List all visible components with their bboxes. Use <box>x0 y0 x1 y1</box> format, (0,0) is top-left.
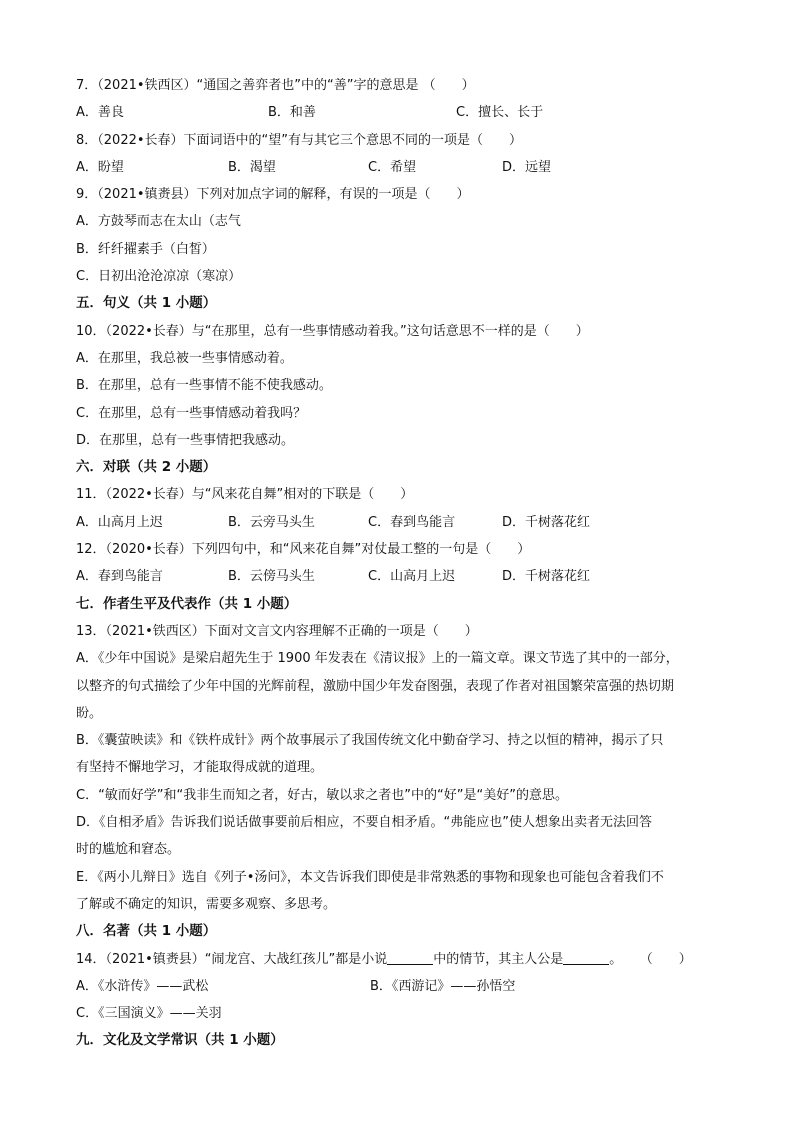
option-text-line: 以整齐的句式描绘了少年中国的光辉前程，激励中国少年发奋图强，表现了作者对祖国繁荣富强的热切期 <box>76 678 675 694</box>
stem-part: 。 <box>609 951 623 967</box>
option-b[interactable] <box>76 727 726 782</box>
option-b[interactable]: B．纤纤擢素手（白皙） <box>76 241 215 257</box>
question-9-stem: 9．（2021•镇赉县）下列对加点字词的解释，有误的一项是（ ） <box>76 187 470 203</box>
option-a[interactable]: A．山高月上迟 <box>76 514 163 530</box>
option-b[interactable]: B．《西游记》——孙悟空 <box>370 978 516 994</box>
answer-blank[interactable] <box>563 950 609 965</box>
option-b[interactable]: B．云傍马头生 <box>228 569 315 585</box>
option-c[interactable]: C．春到鸟能言 <box>368 514 456 530</box>
section-heading-5: 五．句义（共 1 小题） <box>76 295 217 312</box>
option-a[interactable]: A．在那里，我总被一些事情感动着。 <box>76 350 293 366</box>
answer-parentheses: （ ） <box>646 951 692 967</box>
option-d[interactable]: D．千树落花红 <box>502 514 591 530</box>
option-text-line: A．《少年中国说》是梁启超先生于 1900 年发表在《清议报》上的一篇文章。课文节选了其中的一部分， <box>76 651 679 667</box>
question-10-stem: 10．（2022•长春）与“在那里，总有一些事情感动着我。”这句话意思不一样的是（ ） <box>76 323 589 339</box>
question-11-options <box>76 509 726 536</box>
question-14-options <box>76 973 726 1000</box>
option-text-line: 盼。 <box>76 705 103 721</box>
option-d[interactable]: D．千树落花红 <box>502 569 591 585</box>
section-heading-6: 六．对联（共 2 小题） <box>76 459 217 476</box>
option-a[interactable]: A．方鼓琴而志在太山（志气 <box>76 214 241 230</box>
option-a[interactable] <box>76 645 726 727</box>
question-7-stem: 7．（2021•铁西区）“通国之善弈者也”中的“善”字的意思是 （ ） <box>76 78 475 93</box>
option-a[interactable]: A．盼望 <box>76 159 124 175</box>
question-12-stem: 12．（2020•长春）下列四句中，和“风来花自舞”对仗最工整的一句是（ ） <box>76 542 531 558</box>
stem-part: 中的情节，其主人公是 <box>433 951 564 967</box>
option-c[interactable]: C．擅长、长于 <box>456 105 544 121</box>
section-heading-7: 七．作者生平及代表作（共 1 小题） <box>76 595 298 612</box>
option-text-line: D．《自相矛盾》告诉我们说话做事要前后相应，不要自相矛盾。“弗能应也”使人想象出卖者无法回答 <box>76 815 652 831</box>
option-d[interactable]: D．远望 <box>502 159 552 175</box>
option-text-line: B．《囊萤映读》和《铁杵成针》两个故事展示了我国传统文化中勤奋学习、持之以恒的精神，揭示了只 <box>76 733 664 749</box>
option-text-line: E．《两小儿辩日》选自《列子•汤问》，本文告诉我们即使是非常熟悉的事物和现象也可能包含着我们不 <box>76 869 664 885</box>
option-c[interactable] <box>76 782 726 809</box>
option-c[interactable]: C．日初出沧沧凉凉（寒凉） <box>76 269 242 285</box>
question-8-stem: 8．（2022•长春）下面词语中的“望”有与其它三个意思不同的一项是（ ） <box>76 132 522 148</box>
option-text-line: C．“敏而好学”和“我非生而知之者，好古，敏以求之者也”中的“好”是“美好”的意思。 <box>76 787 568 803</box>
option-b[interactable]: B．云旁马头生 <box>228 514 315 530</box>
question-7-options <box>76 99 726 126</box>
option-d[interactable] <box>76 809 726 864</box>
option-c[interactable]: C．在那里，总有一些事情感动着我吗？ <box>76 405 307 421</box>
stem-part: 14．（2021•镇赉县）“闹龙宫、大战红孩儿”都是小说 <box>76 951 388 967</box>
option-e[interactable] <box>76 864 726 919</box>
option-text-line: 有坚持不懈地学习，才能取得成就的道理。 <box>76 760 324 776</box>
question-8-options <box>76 154 726 181</box>
question-12-options <box>76 563 726 590</box>
option-c[interactable]: C．山高月上迟 <box>368 569 456 585</box>
option-text-line: 了解或不确定的知识，需要多观察、多思考。 <box>76 896 337 912</box>
option-c[interactable]: C．希望 <box>368 159 417 175</box>
section-heading-9: 九．文化及文学常识（共 1 小题） <box>76 1032 284 1049</box>
document-page <box>76 72 726 1055</box>
answer-blank[interactable] <box>387 950 433 965</box>
option-d[interactable]: D．在那里，总有一些事情把我感动。 <box>76 432 295 448</box>
option-a[interactable]: A．春到鸟能言 <box>76 569 163 585</box>
option-b[interactable]: B．渴望 <box>228 159 276 175</box>
option-b[interactable]: B．在那里，总有一些事情不能不使我感动。 <box>76 378 332 394</box>
question-11-stem: 11．（2022•长春）与“风来花自舞”相对的下联是（ ） <box>76 487 414 503</box>
option-a[interactable]: A．善良 <box>76 105 124 121</box>
option-b[interactable]: B．和善 <box>268 105 316 121</box>
question-13-stem: 13．（2021•铁西区）下面对文言文内容理解不正确的一项是（ ） <box>76 623 478 639</box>
option-a[interactable]: A．《水浒传》——武松 <box>76 978 209 994</box>
option-text-line: 时的尴尬和窘态。 <box>76 842 181 858</box>
section-heading-8: 八．名著（共 1 小题） <box>76 923 217 940</box>
option-c[interactable]: C．《三国演义》——关羽 <box>76 1006 222 1022</box>
question-14-stem <box>76 946 726 973</box>
